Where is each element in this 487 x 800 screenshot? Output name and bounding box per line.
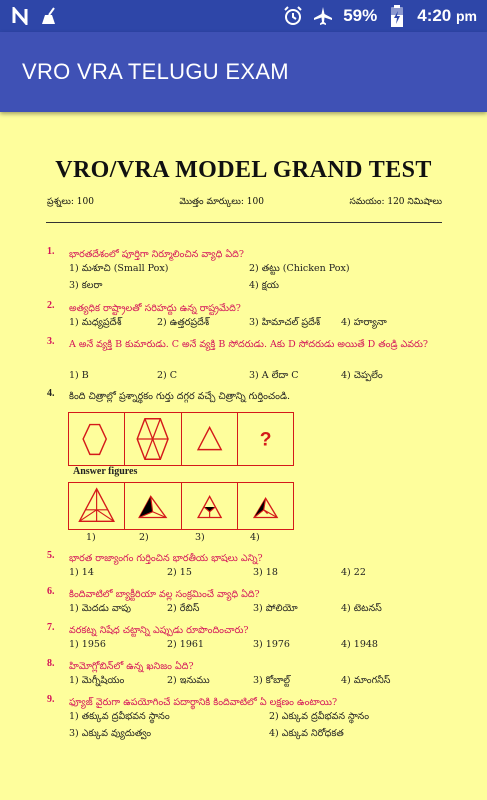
- option: 1) 1956: [69, 639, 106, 650]
- option: 1) మెదడు వాపు: [69, 603, 132, 614]
- question-figure-divided-hexagon: [125, 413, 181, 465]
- battery-percent: 59%: [343, 6, 378, 25]
- question-number: 2.: [47, 300, 55, 311]
- answer-figure-2: [125, 483, 181, 529]
- option: 3) కోబాల్ట్: [253, 675, 291, 686]
- exam-document[interactable]: [0, 112, 487, 800]
- question-number: 9.: [47, 694, 55, 705]
- option: 2) 1961: [167, 639, 204, 650]
- question-figure-unknown: [238, 413, 293, 465]
- question-number: 7.: [47, 622, 55, 633]
- option: 4) టెటనస్: [341, 603, 382, 614]
- option: 3) కలరా: [69, 280, 103, 291]
- battery-charging-icon: [387, 6, 407, 26]
- option: 2) C: [157, 370, 178, 381]
- app-title: VRO VRA TELUGU EXAM: [22, 59, 289, 84]
- option: 1) మధ్యప్రదేశ్: [69, 317, 122, 328]
- option: 2) రేబిస్: [167, 603, 200, 614]
- option: 1) తక్కువ ద్రవీభవన స్థానం: [69, 711, 170, 722]
- question-figure-hexagon: [69, 413, 125, 465]
- option: 4) ఎక్కువ నిరోధకత: [269, 728, 344, 739]
- clock-time: 4:20 pm: [417, 6, 477, 25]
- divider: [46, 222, 442, 223]
- question-text: కింది చిత్రాల్లో ప్రశ్నార్థకం గుర్తు దగ్గర వచ్చే చిత్రాన్ని గుర్తించండి.: [69, 391, 290, 402]
- option: 3) 1976: [253, 639, 290, 650]
- option: 2) ఎక్కువ ద్రవీభవన స్థానం: [269, 711, 370, 722]
- answer-figures: [68, 482, 294, 530]
- question-text: ఫ్యూజ్ వైరుగా ఉపయోగించే పదార్థానికి కిందివాటిలో ఏ లక్షణం ఉంటాయి?: [69, 697, 338, 708]
- answer-figures-label: Answer figures: [73, 466, 138, 477]
- cleaner-broom-icon: [40, 6, 60, 26]
- option: 2) ఇనుము: [167, 675, 210, 686]
- question-number: 4.: [47, 388, 55, 399]
- question-number: 6.: [47, 586, 55, 597]
- notification-n-icon: [10, 6, 30, 26]
- question-text: భారతదేశంలో పూర్తిగా నిర్మూలించిన వ్యాధి ఏది?: [69, 249, 244, 260]
- answer-figure-label-3: 3): [195, 532, 205, 543]
- option: 2) ఉత్తరప్రదేశ్: [157, 317, 210, 328]
- option: 1) మశూచి (Small Pox): [69, 263, 169, 274]
- meta-questions: ప్రశ్నలు: 100: [47, 197, 94, 207]
- option: 1) B: [69, 370, 89, 381]
- answer-figure-1: [69, 483, 125, 529]
- option: 4) 22: [341, 567, 366, 578]
- question-number: 1.: [47, 246, 55, 257]
- option: 4) 1948: [341, 639, 378, 650]
- option: 4) క్షయ: [249, 280, 279, 291]
- option: 3) A లేదా C: [249, 370, 299, 381]
- option: 2) తట్టు (Chicken Pox): [249, 263, 350, 274]
- svg-text:?: ?: [259, 429, 272, 451]
- question-number: 8.: [47, 658, 55, 669]
- option: 3) ఎక్కువ వ్యుదుత్వం: [69, 728, 152, 739]
- app-bar: [0, 32, 487, 112]
- document-title: VRO/VRA MODEL GRAND TEST: [55, 157, 432, 183]
- status-bar: [0, 0, 487, 32]
- answer-figure-3: [182, 483, 238, 529]
- option: 4) మాంగనీస్: [341, 675, 391, 686]
- question-text: అత్యధిక రాష్ట్రాలతో సరిహద్దు ఉన్న రాష్ట్రమేది?: [69, 303, 241, 314]
- question-text: కిందివాటిలో బ్యాక్టీరియా వల్ల సంక్రమించే వ్యాధి ఏది?: [69, 589, 260, 600]
- option: 3) పోలియో: [253, 603, 298, 614]
- exam-meta: [47, 197, 442, 209]
- question-figure-triangle: [182, 413, 238, 465]
- question-text: హిమోగ్లోబిన్‌లో ఉన్న ఖనిజం ఏది?: [69, 661, 194, 672]
- answer-figure-label-4: 4): [250, 532, 260, 543]
- question-number: 3.: [47, 336, 55, 347]
- answer-figure-label-2: 2): [139, 532, 149, 543]
- answer-figure-4: [238, 483, 293, 529]
- question-number: 5.: [47, 550, 55, 561]
- question-figures: [68, 412, 294, 466]
- airplane-mode-icon: [313, 6, 333, 26]
- meta-time: సమయం: 120 నిమిషాలు: [349, 197, 442, 207]
- option: 2) 15: [167, 567, 192, 578]
- option: 3) హిమాచల్ ప్రదేశ్: [249, 317, 321, 328]
- answer-figure-label-1: 1): [86, 532, 96, 543]
- option: 1) 14: [69, 567, 94, 578]
- option: 1) మెగ్నీషియం: [69, 675, 125, 686]
- question-text: A అనే వ్యక్తి B కుమారుడు. C అనే వ్యక్తి B సోదరుడు. Aకు D సోదరుడు అయితే D తండ్రి ఎవరు?: [69, 339, 429, 350]
- alarm-icon: [283, 6, 303, 26]
- option: 4) హర్యానా: [341, 317, 387, 328]
- question-text: భారత రాజ్యాంగం గుర్తించిన భారతీయ భాషలు ఎన్ని?: [69, 553, 263, 564]
- option: 4) చెప్పలేం: [341, 370, 383, 381]
- meta-marks: మొత్తం మార్కులు: 100: [179, 197, 264, 207]
- option: 3) 18: [253, 567, 278, 578]
- question-text: వరకట్న నిషేధ చట్టాన్ని ఎప్పుడు రూపొందించారు?: [69, 625, 249, 636]
